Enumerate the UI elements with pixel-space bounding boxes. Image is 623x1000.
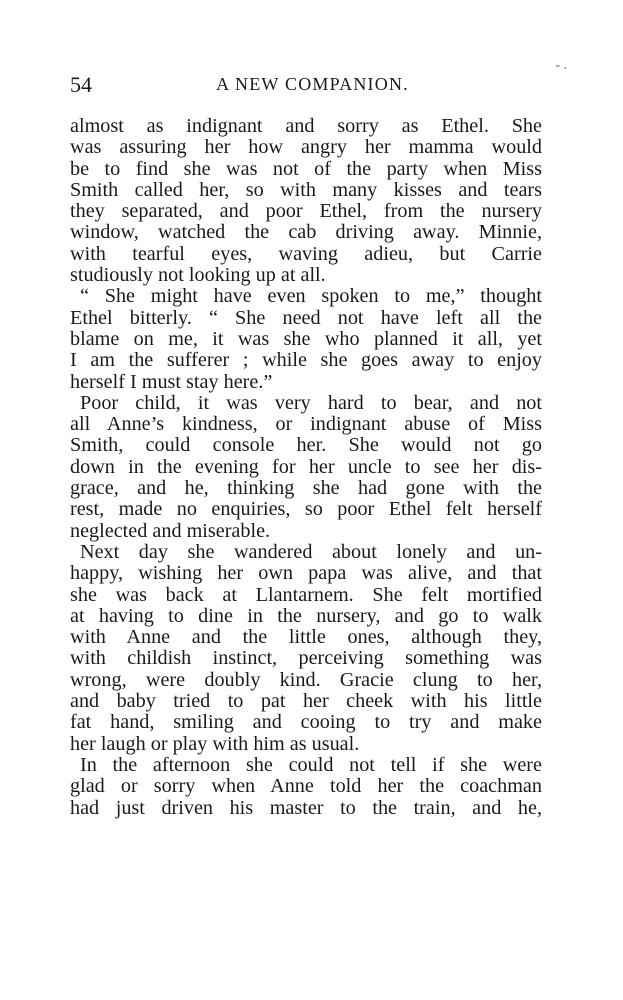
text-line: fat hand, smiling and cooing to try and make (70, 711, 542, 734)
text-line: and baby tried to pat her cheek with his little (70, 690, 542, 713)
text-line: In the afternoon she could not tell if she were (80, 753, 542, 776)
body-text (70, 116, 542, 819)
text-line: happy, wishing her own papa was alive, and that (70, 562, 542, 585)
text-line: be to find she was not of the party when Miss (70, 157, 542, 180)
text-line: down in the evening for her uncle to see her dis- (70, 455, 542, 478)
text-line: Ethel bitterly. “ She need not have left all the (70, 306, 542, 329)
text-line: with Anne and the little ones, although they, (70, 626, 542, 649)
text-line: they separated, and poor Ethel, from the nursery (70, 200, 542, 223)
text-line: glad or sorry when Anne told her the coachman (70, 775, 542, 798)
text-line: grace, and he, thinking she had gone with the (70, 477, 542, 500)
text-line: all Anne’s kindness, or indignant abuse of Miss (70, 413, 542, 436)
text-line: at having to dine in the nursery, and go to walk (70, 604, 542, 627)
running-title: A NEW COMPANION. (216, 74, 409, 94)
text-line: Poor child, it was very hard to bear, and not (80, 391, 542, 414)
text-line: she was back at Llantarnem. She felt mortified (70, 583, 542, 606)
text-line: had just driven his master to the train, and he, (70, 796, 542, 819)
text-line: window, watched the cab driving away. Minnie, (70, 221, 542, 244)
text-line: “ She might have even spoken to me,” thought (80, 285, 542, 308)
page-header (70, 58, 567, 102)
text-line: Smith, could console her. She would not go (70, 434, 542, 457)
text-line: Next day she wandered about lonely and un- (80, 540, 542, 563)
page-number: 54 (70, 72, 92, 97)
text-line: her laugh or play with him as usual. (70, 732, 360, 755)
text-line: wrong, were doubly kind. Gracie clung to her, (70, 668, 542, 691)
text-line: rest, made no enquiries, so poor Ethel felt herself (70, 498, 542, 521)
text-line: was assuring her how angry her mamma would (70, 136, 542, 159)
text-line: blame on me, it was she who planned it all, yet (70, 327, 542, 350)
text-line: herself I must stay here.” (70, 370, 273, 393)
header-mark: - . (555, 58, 567, 73)
text-line: almost as indignant and sorry as Ethel. She (70, 115, 542, 137)
text-line: Smith called her, so with many kisses and tears (70, 178, 542, 201)
text-line: with childish instinct, perceiving something was (70, 647, 542, 670)
text-line: neglected and miserable. (70, 519, 271, 542)
text-line: with tearful eyes, waving adieu, but Carrie (70, 242, 542, 265)
text-line: I am the sufferer ; while she goes away to enjoy (70, 349, 542, 372)
text-line: studiously not looking up at all. (70, 264, 326, 287)
